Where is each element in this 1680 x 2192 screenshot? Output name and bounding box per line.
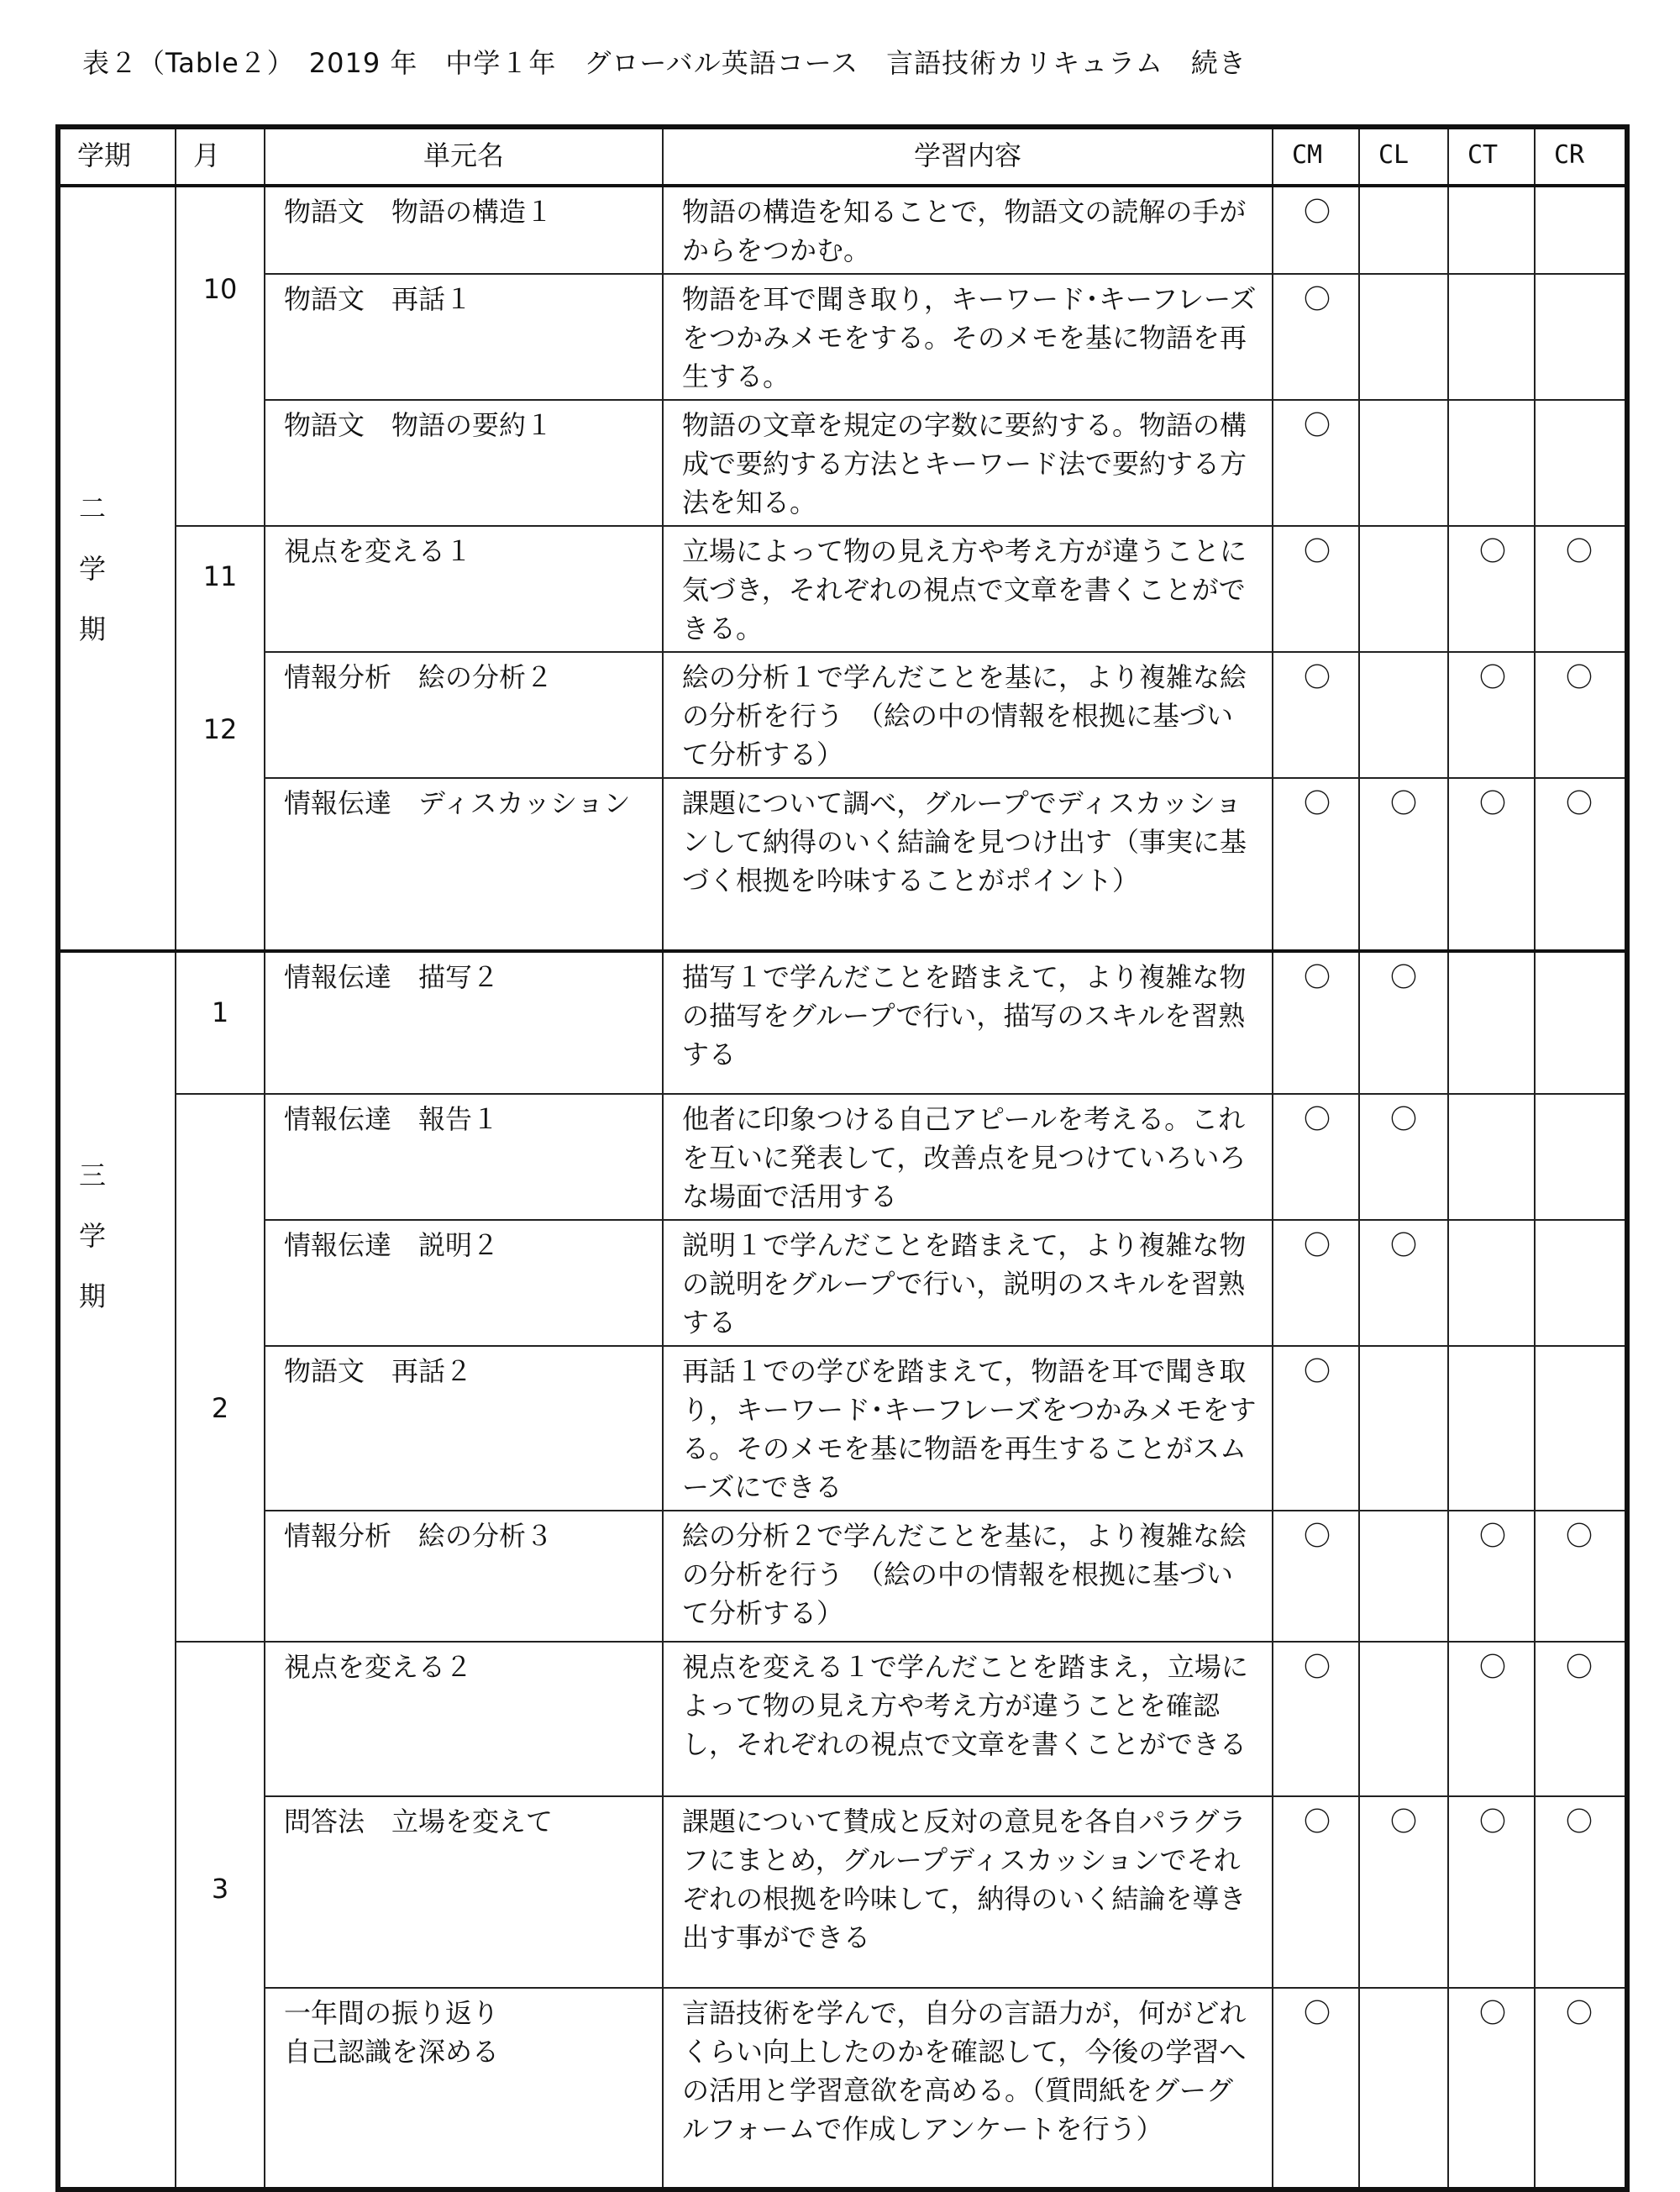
- mark-cr: 〇: [1535, 652, 1627, 778]
- table-row: [58, 652, 1627, 778]
- mark-cr: 〇: [1535, 526, 1627, 652]
- month-cell-11-12-group: [176, 526, 265, 951]
- header-cm: CM: [1273, 127, 1359, 186]
- curriculum-table: [55, 124, 1630, 2192]
- mark-cl: 〇: [1359, 1796, 1448, 1988]
- table-row: [58, 274, 1627, 400]
- mark-cr: [1535, 1346, 1627, 1511]
- mark-ct: 〇: [1448, 1796, 1535, 1988]
- table-row: [58, 778, 1627, 951]
- mark-ct: [1448, 1220, 1535, 1346]
- mark-cr: 〇: [1535, 1511, 1627, 1642]
- mark-cm: 〇: [1273, 1346, 1359, 1511]
- mark-cr: [1535, 274, 1627, 400]
- unit-name: 視点を変える２: [265, 1642, 663, 1796]
- mark-cm: 〇: [1273, 400, 1359, 526]
- month-cell-10-group: [176, 186, 265, 526]
- header-row: [58, 127, 1627, 186]
- header-cr: CR: [1535, 127, 1627, 186]
- mark-cl: 〇: [1359, 951, 1448, 1094]
- mark-cm: 〇: [1273, 778, 1359, 951]
- unit-content: 絵の分析１で学んだことを基に，より複雑な絵の分析を行う （絵の中の情報を根拠に基づいて分析する）: [663, 652, 1273, 778]
- mark-cl: 〇: [1359, 1220, 1448, 1346]
- unit-content: 再話１での学びを踏まえて，物語を耳で聞き取り，キーワード･キーフレーズをつかみメモをする。そのメモを基に物語を再生することがスムーズにできる: [663, 1346, 1273, 1511]
- mark-ct: 〇: [1448, 1511, 1535, 1642]
- unit-content: 物語を耳で聞き取り，キーワード･キーフレーズをつかみメモをする。そのメモを基に物語を再生する。: [663, 274, 1273, 400]
- mark-cr: 〇: [1535, 1988, 1627, 2189]
- mark-ct: [1448, 186, 1535, 274]
- mark-cl: [1359, 652, 1448, 778]
- mark-cm: 〇: [1273, 1094, 1359, 1220]
- mark-cm: 〇: [1273, 1511, 1359, 1642]
- mark-cl: [1359, 400, 1448, 526]
- unit-content: 説明１で学んだことを踏まえて，より複雑な物の説明をグループで行い，説明のスキルを習熟する: [663, 1220, 1273, 1346]
- table-row: [58, 1988, 1627, 2189]
- unit-content: 物語の文章を規定の字数に要約する。物語の構成で要約する方法とキーワード法で要約する方法を知る。: [663, 400, 1273, 526]
- mark-cl: [1359, 526, 1448, 652]
- mark-ct: [1448, 1346, 1535, 1511]
- mark-cm: 〇: [1273, 274, 1359, 400]
- unit-name: 一年間の振り返り 自己認識を深める: [265, 1988, 663, 2189]
- mark-ct: 〇: [1448, 1988, 1535, 2189]
- unit-name: 物語文 再話１: [265, 274, 663, 400]
- mark-ct: [1448, 400, 1535, 526]
- unit-name: 物語文 再話２: [265, 1346, 663, 1511]
- month-3: 3: [211, 1873, 229, 1905]
- month-cell-1: [176, 951, 265, 1094]
- header-content: 学習内容: [663, 127, 1273, 186]
- unit-content: 物語の構造を知ることで，物語文の読解の手がからをつかむ。: [663, 186, 1273, 274]
- header-ct: CT: [1448, 127, 1535, 186]
- unit-name: 視点を変える１: [265, 526, 663, 652]
- term-second: [58, 186, 176, 951]
- unit-name: 情報伝達 描写２: [265, 951, 663, 1094]
- mark-cm: 〇: [1273, 1220, 1359, 1346]
- table-row: [58, 1642, 1627, 1796]
- table-row: [58, 1511, 1627, 1642]
- month-cell-2: [176, 1094, 265, 1642]
- unit-name: 情報伝達 ディスカッション: [265, 778, 663, 951]
- mark-ct: [1448, 274, 1535, 400]
- month-12: 12: [202, 713, 238, 745]
- mark-ct: 〇: [1448, 526, 1535, 652]
- unit-name: 情報伝達 説明２: [265, 1220, 663, 1346]
- table-row: [58, 400, 1627, 526]
- table-row: [58, 951, 1627, 1094]
- mark-cr: [1535, 1094, 1627, 1220]
- header-month: 月: [176, 127, 265, 186]
- mark-cl: 〇: [1359, 778, 1448, 951]
- mark-ct: 〇: [1448, 1642, 1535, 1796]
- unit-content: 描写１で学んだことを踏まえて，より複雑な物の描写をグループで行い，描写のスキルを習熟する: [663, 951, 1273, 1094]
- mark-cr: 〇: [1535, 1796, 1627, 1988]
- table-row: [58, 186, 1627, 274]
- mark-cl: [1359, 274, 1448, 400]
- mark-cl: 〇: [1359, 1094, 1448, 1220]
- unit-name: 物語文 物語の要約１: [265, 400, 663, 526]
- mark-cr: 〇: [1535, 778, 1627, 951]
- mark-cl: [1359, 1988, 1448, 2189]
- mark-cl: [1359, 1511, 1448, 1642]
- mark-cm: 〇: [1273, 1796, 1359, 1988]
- mark-cr: [1535, 400, 1627, 526]
- table-row: [58, 1796, 1627, 1988]
- mark-cm: 〇: [1273, 1988, 1359, 2189]
- unit-content: 立場によって物の見え方や考え方が違うことに気づき，それぞれの視点で文章を書くことができる。: [663, 526, 1273, 652]
- mark-cm: 〇: [1273, 1642, 1359, 1796]
- mark-ct: 〇: [1448, 652, 1535, 778]
- mark-cm: 〇: [1273, 186, 1359, 274]
- mark-cr: 〇: [1535, 1642, 1627, 1796]
- table-caption: 表２（Table２） 2019 年 中学１年 グローバル英語コース 言語技術カリキュラム 続き: [82, 47, 1247, 79]
- month-1: 1: [211, 996, 229, 1028]
- unit-content: 言語技術を学んで，自分の言語力が，何がどれくらい向上したのかを確認して，今後の学習への活用と学習意欲を高める。（質問紙をグーグルフォームで作成しアンケートを行う）: [663, 1988, 1273, 2189]
- mark-ct: 〇: [1448, 778, 1535, 951]
- month-10: 10: [202, 273, 238, 305]
- month-11: 11: [202, 560, 238, 592]
- mark-ct: [1448, 951, 1535, 1094]
- header-term: 学期: [58, 127, 176, 186]
- mark-cr: [1535, 186, 1627, 274]
- unit-name: 情報分析 絵の分析３: [265, 1511, 663, 1642]
- mark-cr: [1535, 951, 1627, 1094]
- term-third: [58, 951, 176, 2189]
- month-2: 2: [211, 1392, 229, 1424]
- unit-content: 課題について賛成と反対の意見を各自パラグラフにまとめ，グループディスカッションでそれぞれの根拠を吟味して，納得のいく結論を導き出す事ができる: [663, 1796, 1273, 1988]
- header-unit: 単元名: [265, 127, 663, 186]
- table-row: [58, 526, 1627, 652]
- mark-cm: 〇: [1273, 951, 1359, 1094]
- month-cell-3: [176, 1642, 265, 2189]
- table-row: [58, 1346, 1627, 1511]
- unit-name: 問答法 立場を変えて: [265, 1796, 663, 1988]
- unit-name: 情報分析 絵の分析２: [265, 652, 663, 778]
- mark-cr: [1535, 1220, 1627, 1346]
- table-row: [58, 1220, 1627, 1346]
- unit-name: 物語文 物語の構造１: [265, 186, 663, 274]
- term-label: 三 学 期: [79, 1159, 107, 1312]
- unit-content: 他者に印象つける自己アピールを考える。これを互いに発表して，改善点を見つけていろいろな場面で活用する: [663, 1094, 1273, 1220]
- unit-content: 絵の分析２で学んだことを基に，より複雑な絵の分析を行う （絵の中の情報を根拠に基づいて分析する）: [663, 1511, 1273, 1642]
- unit-content: 視点を変える１で学んだことを踏まえ，立場によって物の見え方や考え方が違うことを確認し，それぞれの視点で文章を書くことができる: [663, 1642, 1273, 1796]
- mark-cl: [1359, 1346, 1448, 1511]
- mark-ct: [1448, 1094, 1535, 1220]
- mark-cm: 〇: [1273, 526, 1359, 652]
- table-row: [58, 1094, 1627, 1220]
- unit-content: 課題について調べ，グループでディスカッションして納得のいく結論を見つけ出す（事実に基づく根拠を吟味することがポイント）: [663, 778, 1273, 951]
- mark-cl: [1359, 1642, 1448, 1796]
- term-label: 二 学 期: [79, 491, 107, 645]
- header-cl: CL: [1359, 127, 1448, 186]
- mark-cl: [1359, 186, 1448, 274]
- mark-cm: 〇: [1273, 652, 1359, 778]
- unit-name: 情報伝達 報告１: [265, 1094, 663, 1220]
